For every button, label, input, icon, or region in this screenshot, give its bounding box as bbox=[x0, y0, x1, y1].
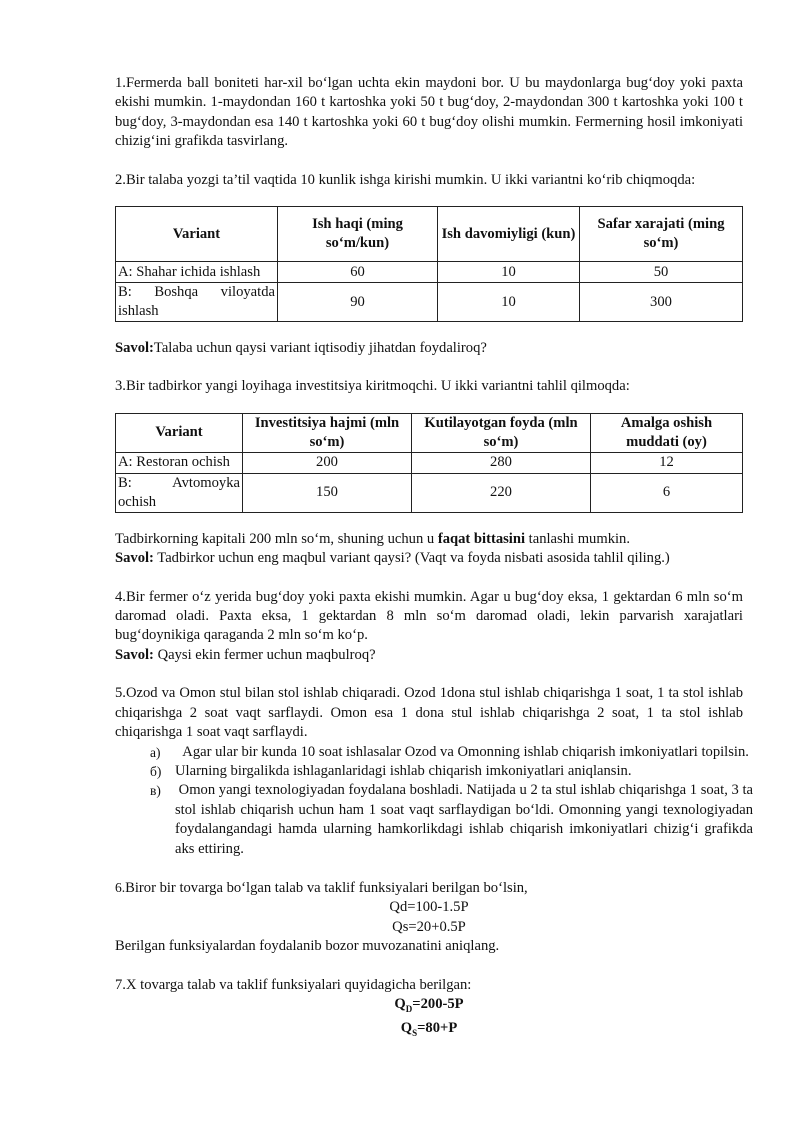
list-item-text: Agar ular bir kunda 10 soat ishlasalar Ozod va Omonning ishlab chiqarish imkoniyatlari topilsin. bbox=[182, 743, 749, 760]
table-cell: 12 bbox=[591, 452, 743, 473]
question-label: Savol: bbox=[115, 646, 154, 663]
equation-q: Q bbox=[400, 1020, 413, 1037]
table-header-cell: Kutilayotgan foyda (mln so‘m) bbox=[412, 413, 591, 452]
table-row bbox=[116, 262, 743, 283]
table-row bbox=[116, 283, 743, 322]
table-cell: 10 bbox=[438, 262, 580, 283]
table-cell: B: Boshqa viloyatda ishlash bbox=[116, 283, 278, 322]
table-header-cell: Variant bbox=[116, 207, 278, 262]
task-3-note bbox=[115, 530, 743, 549]
task-7-text: 7.X tovarga talab va taklif funksiyalari quyidagicha berilgan: bbox=[115, 976, 472, 993]
task-2-table bbox=[115, 206, 743, 322]
table-cell: 300 bbox=[580, 283, 743, 322]
table-header-cell: Safar xarajati (ming so‘m) bbox=[580, 207, 743, 262]
table-header-cell: Ish davomiyligi (kun) bbox=[438, 207, 580, 262]
table-row bbox=[116, 452, 743, 473]
table-header-cell: Variant bbox=[116, 413, 243, 452]
supply-equation: Qs=20+0.5P bbox=[392, 918, 466, 935]
table-row bbox=[116, 473, 743, 512]
question-label: Savol: bbox=[115, 340, 154, 357]
note-text: Tadbirkorning kapitali 200 mln so‘m, shuning uchun u bbox=[115, 530, 438, 547]
task-6-text bbox=[115, 878, 743, 898]
table-cell: A: Shahar ichida ishlash bbox=[116, 262, 278, 283]
demand-equation: Qd=100-1.5P bbox=[389, 899, 469, 916]
list-item-text: Ularning birgalikda ishlaganlaridagi ishlab chiqarish imkoniyatlari aniqlansin. bbox=[175, 762, 632, 779]
table-cell: 90 bbox=[278, 283, 438, 322]
task-6-body: Biror bir tovarga bo‘lgan talab va taklif funksiyalari berilgan bo‘lsin, bbox=[125, 879, 528, 896]
task-2-text: 2.Bir talaba yozgi ta’til vaqtida 10 kunlik ishga kirishi mumkin. U ikki variantni ko‘rib chiqmoqda: bbox=[115, 171, 696, 188]
equation-rest: =200-5P bbox=[412, 995, 464, 1012]
table-cell: 10 bbox=[438, 283, 580, 322]
equation-q: Q bbox=[394, 995, 406, 1012]
list-item bbox=[115, 781, 753, 859]
table-cell: 6 bbox=[591, 473, 743, 512]
task-1-text: 1.Fermerda ball boniteti har-xil bo‘lgan uchta ekin maydoni bor. U bu maydonlarga bug‘doy yoki paxta ekishi mumkin. 1-maydondan 160 t kartoshka yoki 50 t bug‘doy, 2-maydondan 300 t kartoshka yoki 100 t bug‘doy, 3-maydondan esa 140 t kartoshka yoki 60 t bug‘doy olishi mumkin. Fermerning hosil imkoniyati chizig‘ini grafikda tasvirlang. bbox=[115, 75, 743, 150]
supply-equation bbox=[115, 1019, 743, 1043]
task-3-question bbox=[115, 549, 743, 568]
equation-subscript: D bbox=[405, 1003, 413, 1014]
equation-rest: =80+P bbox=[417, 1020, 458, 1037]
table-header-row bbox=[116, 413, 743, 452]
question-text: Qaysi ekin fermer uchun maqbulroq? bbox=[153, 646, 376, 663]
task-3-table bbox=[115, 413, 743, 513]
list-marker: a) bbox=[150, 744, 161, 760]
list-item-text: Omon yangi texnologiyadan foydalana boshladi. Natijada u 2 ta stul ishlab chiqarishga 1 soat, 3 ta stol ishlab chiqarish uchun ham 1 soat vaqt sarflaydigan bo‘ldi. Omonning yangi texnologiyadan foydalangandagi hamda ularning hamkorlikdagi ishlab chiqarish imkoniyatlari chizig‘i grafikda aks ettiring. bbox=[175, 782, 753, 857]
table-cell: B: Avtomoyka ochish bbox=[116, 473, 243, 512]
list-item bbox=[115, 743, 753, 762]
task-2-question bbox=[115, 339, 743, 358]
task-4-question bbox=[115, 646, 743, 665]
equation-subscript: S bbox=[412, 1028, 418, 1039]
task-number: 6. bbox=[115, 879, 126, 895]
demand-equation bbox=[115, 995, 743, 1019]
list-marker: в) bbox=[150, 783, 161, 799]
question-label: Savol: bbox=[115, 550, 154, 567]
table-header-cell: Investitsiya hajmi (mln so‘m) bbox=[243, 413, 412, 452]
table-cell: 60 bbox=[278, 262, 438, 283]
task-3-text: 3.Bir tadbirkor yangi loyihaga investitsiya kiritmoqchi. U ikki variantni tahlil qilmoqda: bbox=[115, 378, 630, 395]
question-text: Tadbirkor uchun eng maqbul variant qaysi? (Vaqt va foyda nisbati asosida tahlil qiling.) bbox=[153, 550, 670, 567]
list-marker: б) bbox=[150, 763, 162, 779]
table-cell: 50 bbox=[580, 262, 743, 283]
task-5-list bbox=[115, 743, 753, 859]
list-item bbox=[115, 762, 753, 781]
table-cell: 150 bbox=[243, 473, 412, 512]
note-text: tanlashi mumkin. bbox=[525, 530, 631, 547]
table-header-row bbox=[116, 207, 743, 262]
question-text: Talaba uchun qaysi variant iqtisodiy jihatdan foydaliroq? bbox=[153, 340, 487, 357]
table-cell: 220 bbox=[412, 473, 591, 512]
table-header-cell: Amalga oshish muddati (oy) bbox=[591, 413, 743, 452]
task-4-text: 4.Bir fermer o‘z yerida bug‘doy yoki paxta ekishi mumkin. Agar u bug‘doy eksa, 1 gektardan 6 mln so‘m daromad oladi. Paxta eksa, 1 gektardan 8 mln so‘m daromad oladi, lekin parvarish xarajatlari bug‘doynikiga qaraganda 2 mln so‘m ko‘p. bbox=[115, 588, 743, 644]
task-5-text: 5.Ozod va Omon stul bilan stol ishlab chiqaradi. Ozod 1dona stul ishlab chiqarishga 1 soat, 1 ta stol ishlab chiqarishga 2 soat vaqt sarflaydi. Omon esa 1 dona stul ishlab chiqarishga 2 soat, 1 ta stol ishlab chiqarishga 1 soat vaqt sarflaydi. bbox=[115, 685, 743, 741]
table-header-cell: Ish haqi (ming so‘m/kun) bbox=[278, 207, 438, 262]
task-6-question: Berilgan funksiyalardan foydalanib bozor muvozanatini aniqlang. bbox=[115, 938, 500, 955]
document-page bbox=[115, 74, 753, 1044]
note-emphasis: faqat bittasini bbox=[437, 530, 526, 547]
table-cell: 280 bbox=[412, 452, 591, 473]
table-cell: 200 bbox=[243, 452, 412, 473]
table-cell: A: Restoran ochish bbox=[116, 452, 243, 473]
